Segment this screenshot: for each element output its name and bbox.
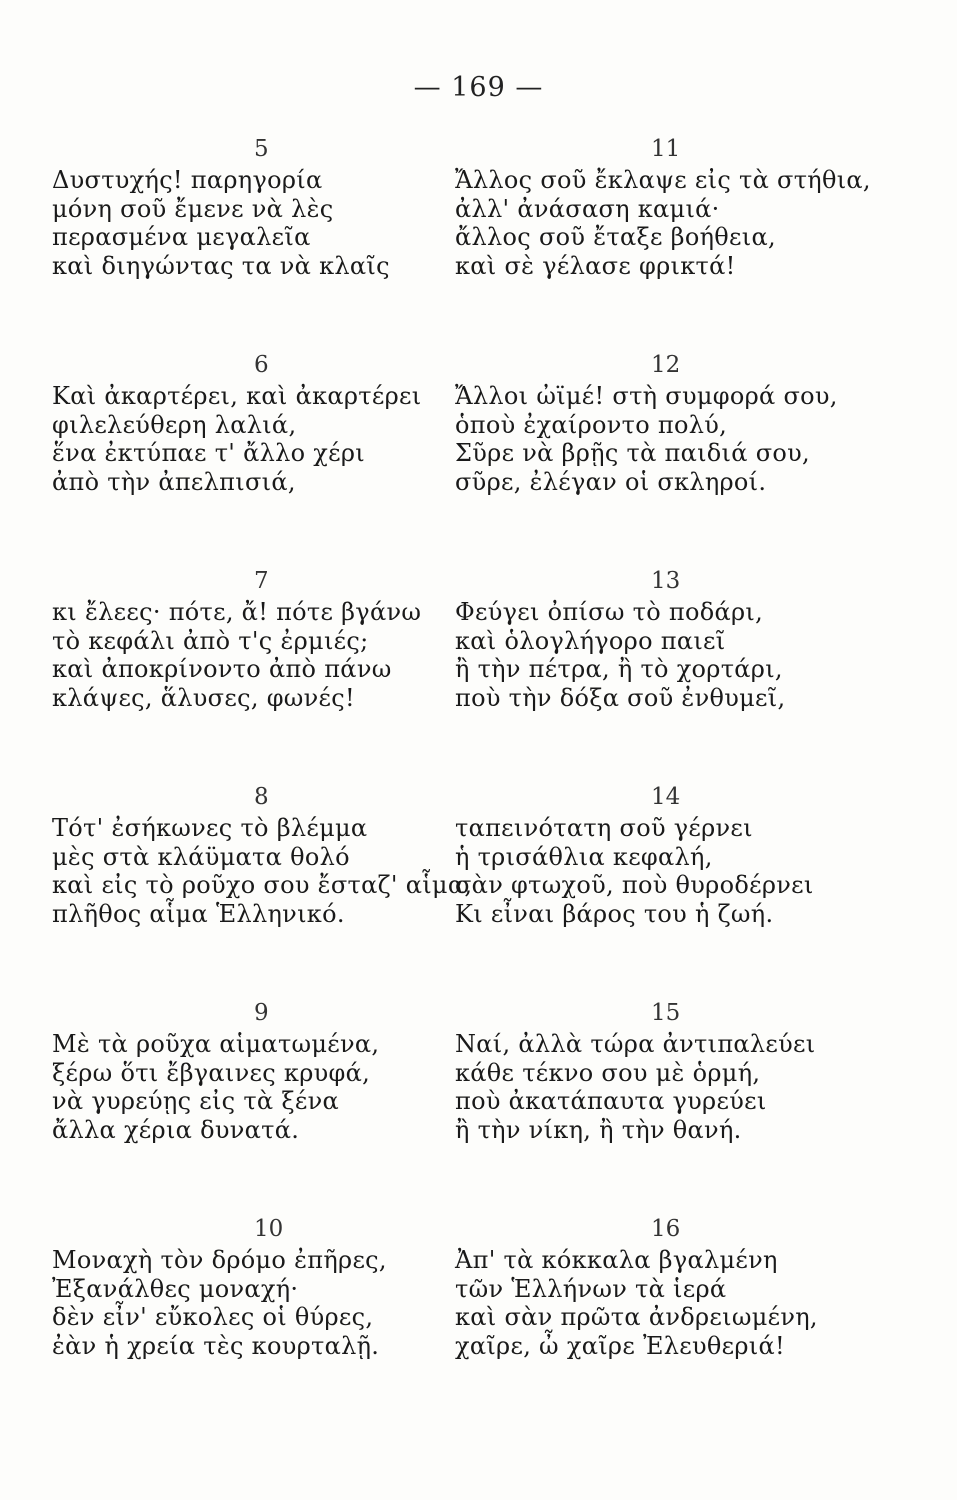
stanza-10 <box>52 1212 472 1360</box>
verse-line: τῶν Ἑλλήνων τὰ ἱερά <box>455 1274 727 1303</box>
stanza-number: 9 <box>254 1000 269 1026</box>
verse-line: ποὺ ἀκατάπαυτα γυρεύει <box>455 1087 767 1116</box>
stanza-number: 12 <box>651 352 681 378</box>
verse-line: Σῦρε νὰ βρῇς τὰ παιδιά σου, <box>455 439 810 468</box>
verse-line: κι ἔλεες· πότε, ἄ! πότε βγάνω <box>52 598 422 626</box>
verse-line: ἕνα ἐκτύπαε τ' ἄλλο χέρι <box>52 439 366 468</box>
verse-line: Μοναχὴ τὸν δρόμο ἐπῆρες, <box>52 1246 387 1274</box>
verse-line: καὶ ἀποκρίνοντο ἀπὸ πάνω <box>52 655 392 684</box>
verse-line: Φεύγει ὀπίσω τὸ ποδάρι, <box>455 598 764 626</box>
verse-line: τὸ κεφάλι ἀπὸ τ'ς ἐρμιές; <box>52 626 369 655</box>
stanza-7 <box>52 564 472 712</box>
page-number: — 169 — <box>413 72 544 103</box>
stanza-number: 7 <box>254 568 269 594</box>
verse-line: σὰν φτωχοῦ, ποὺ θυροδέρνει <box>455 871 814 900</box>
verse-line: πλῆθος αἷμα Ἑλληνικό. <box>52 899 345 928</box>
verse-line: ἄλλος σοῦ ἔταξε βοήθεια, <box>455 223 776 252</box>
stanza-number: 5 <box>254 136 269 162</box>
verse-line: ποὺ τὴν δόξα σοῦ ἐνθυμεῖ, <box>455 683 786 712</box>
verse-line: ἐὰν ἡ χρεία τὲς κουρταλῇ. <box>52 1331 380 1360</box>
stanza-8 <box>52 780 472 928</box>
stanza-12 <box>455 348 875 496</box>
verse-line: ξέρω ὅτι ἔβγαινες κρυφά, <box>52 1058 371 1087</box>
verse-line: ὁποὺ ἐχαίροντο πολύ, <box>455 410 728 439</box>
stanza-number: 8 <box>254 784 269 810</box>
verse-line: κάθε τέκνο σου μὲ ὁρμή, <box>455 1058 761 1087</box>
verse-line: χαῖρε, ὦ χαῖρε Ἐλευθεριά! <box>455 1331 785 1360</box>
verse-line: ἄλλα χέρια δυνατά. <box>52 1115 300 1144</box>
verse-line: Ἄλλος σοῦ ἔκλαψε εἰς τὰ στήθια, <box>455 166 871 194</box>
verse-line: Τότ' ἐσήκωνες τὸ βλέμμα <box>52 814 368 842</box>
stanza-16 <box>455 1212 875 1360</box>
verse-line: φιλελεύθερη λαλιά, <box>52 410 297 439</box>
verse-line: μόνη σοῦ ἔμενε νὰ λὲς <box>52 194 334 223</box>
verse-line: Μὲ τὰ ροῦχα αἱματωμένα, <box>52 1030 380 1058</box>
stanza-number: 11 <box>651 136 681 162</box>
verse-line: Ἐξανάλθες μοναχή· <box>52 1274 299 1303</box>
verse-line: ἢ τὴν νίκη, ἢ τὴν θανή. <box>455 1115 742 1144</box>
verse-line: νὰ γυρεύῃς εἰς τὰ ξένα <box>52 1087 340 1116</box>
verse-line: ἡ τρισάθλια κεφαλή, <box>455 842 713 871</box>
verse-line: Καὶ ἀκαρτέρει, καὶ ἀκαρτέρει <box>52 382 422 410</box>
verse-line: σῦρε, ἐλέγαν οἱ σκληροί. <box>455 467 767 496</box>
verse-line: ἀπὸ τὴν ἀπελπισιά, <box>52 467 296 496</box>
verse-line: καὶ σὰν πρῶτα ἀνδρειωμένη, <box>455 1303 818 1332</box>
verse-line: ἢ τὴν πέτρα, ἢ τὸ χορτάρι, <box>455 655 783 684</box>
verse-line: μὲς στὰ κλάϋματα θολό <box>52 842 350 871</box>
verse-line: κλάψες, ἅλυσες, φωνές! <box>52 683 355 712</box>
stanza-number: 6 <box>254 352 269 378</box>
stanza-number: 10 <box>254 1216 284 1242</box>
verse-line: ἀλλ' ἀνάσαση καμιά· <box>455 194 720 223</box>
verse-line: δὲν εἶν' εὔκολες οἱ θύρες, <box>52 1303 374 1332</box>
stanza-5 <box>52 132 472 280</box>
verse-line: καὶ σὲ γέλασε φρικτά! <box>455 251 736 280</box>
verse-line: Ἄλλοι ὠϊμέ! στὴ συμφορά σου, <box>455 382 838 410</box>
verse-line: ταπεινότατη σοῦ γέρνει <box>455 814 753 842</box>
stanza-13 <box>455 564 875 712</box>
verse-line: Δυστυχής! παρηγορία <box>52 166 323 194</box>
verse-line: καὶ εἰς τὸ ροῦχο σου ἔσταζ' αἷμα, <box>52 871 473 900</box>
stanza-9 <box>52 996 472 1144</box>
verse-line: Κι εἶναι βάρος του ἡ ζωή. <box>455 899 774 928</box>
stanza-6 <box>52 348 472 496</box>
verse-line: καὶ διηγώντας τα νὰ κλαῖς <box>52 251 390 280</box>
stanza-number: 15 <box>651 1000 681 1026</box>
stanza-number: 16 <box>651 1216 681 1242</box>
verse-line: περασμένα μεγαλεῖα <box>52 223 311 252</box>
verse-line: καὶ ὁλογλήγορο παιεῖ <box>455 626 726 655</box>
verse-line: Ἀπ' τὰ κόκκαλα βγαλμένη <box>455 1246 778 1274</box>
stanza-15 <box>455 996 875 1144</box>
verse-line: Ναί, ἀλλὰ τώρα ἀντιπαλεύει <box>455 1030 816 1058</box>
stanza-number: 14 <box>651 784 681 810</box>
stanza-number: 13 <box>651 568 681 594</box>
stanza-11 <box>455 132 875 280</box>
stanza-14 <box>455 780 875 928</box>
